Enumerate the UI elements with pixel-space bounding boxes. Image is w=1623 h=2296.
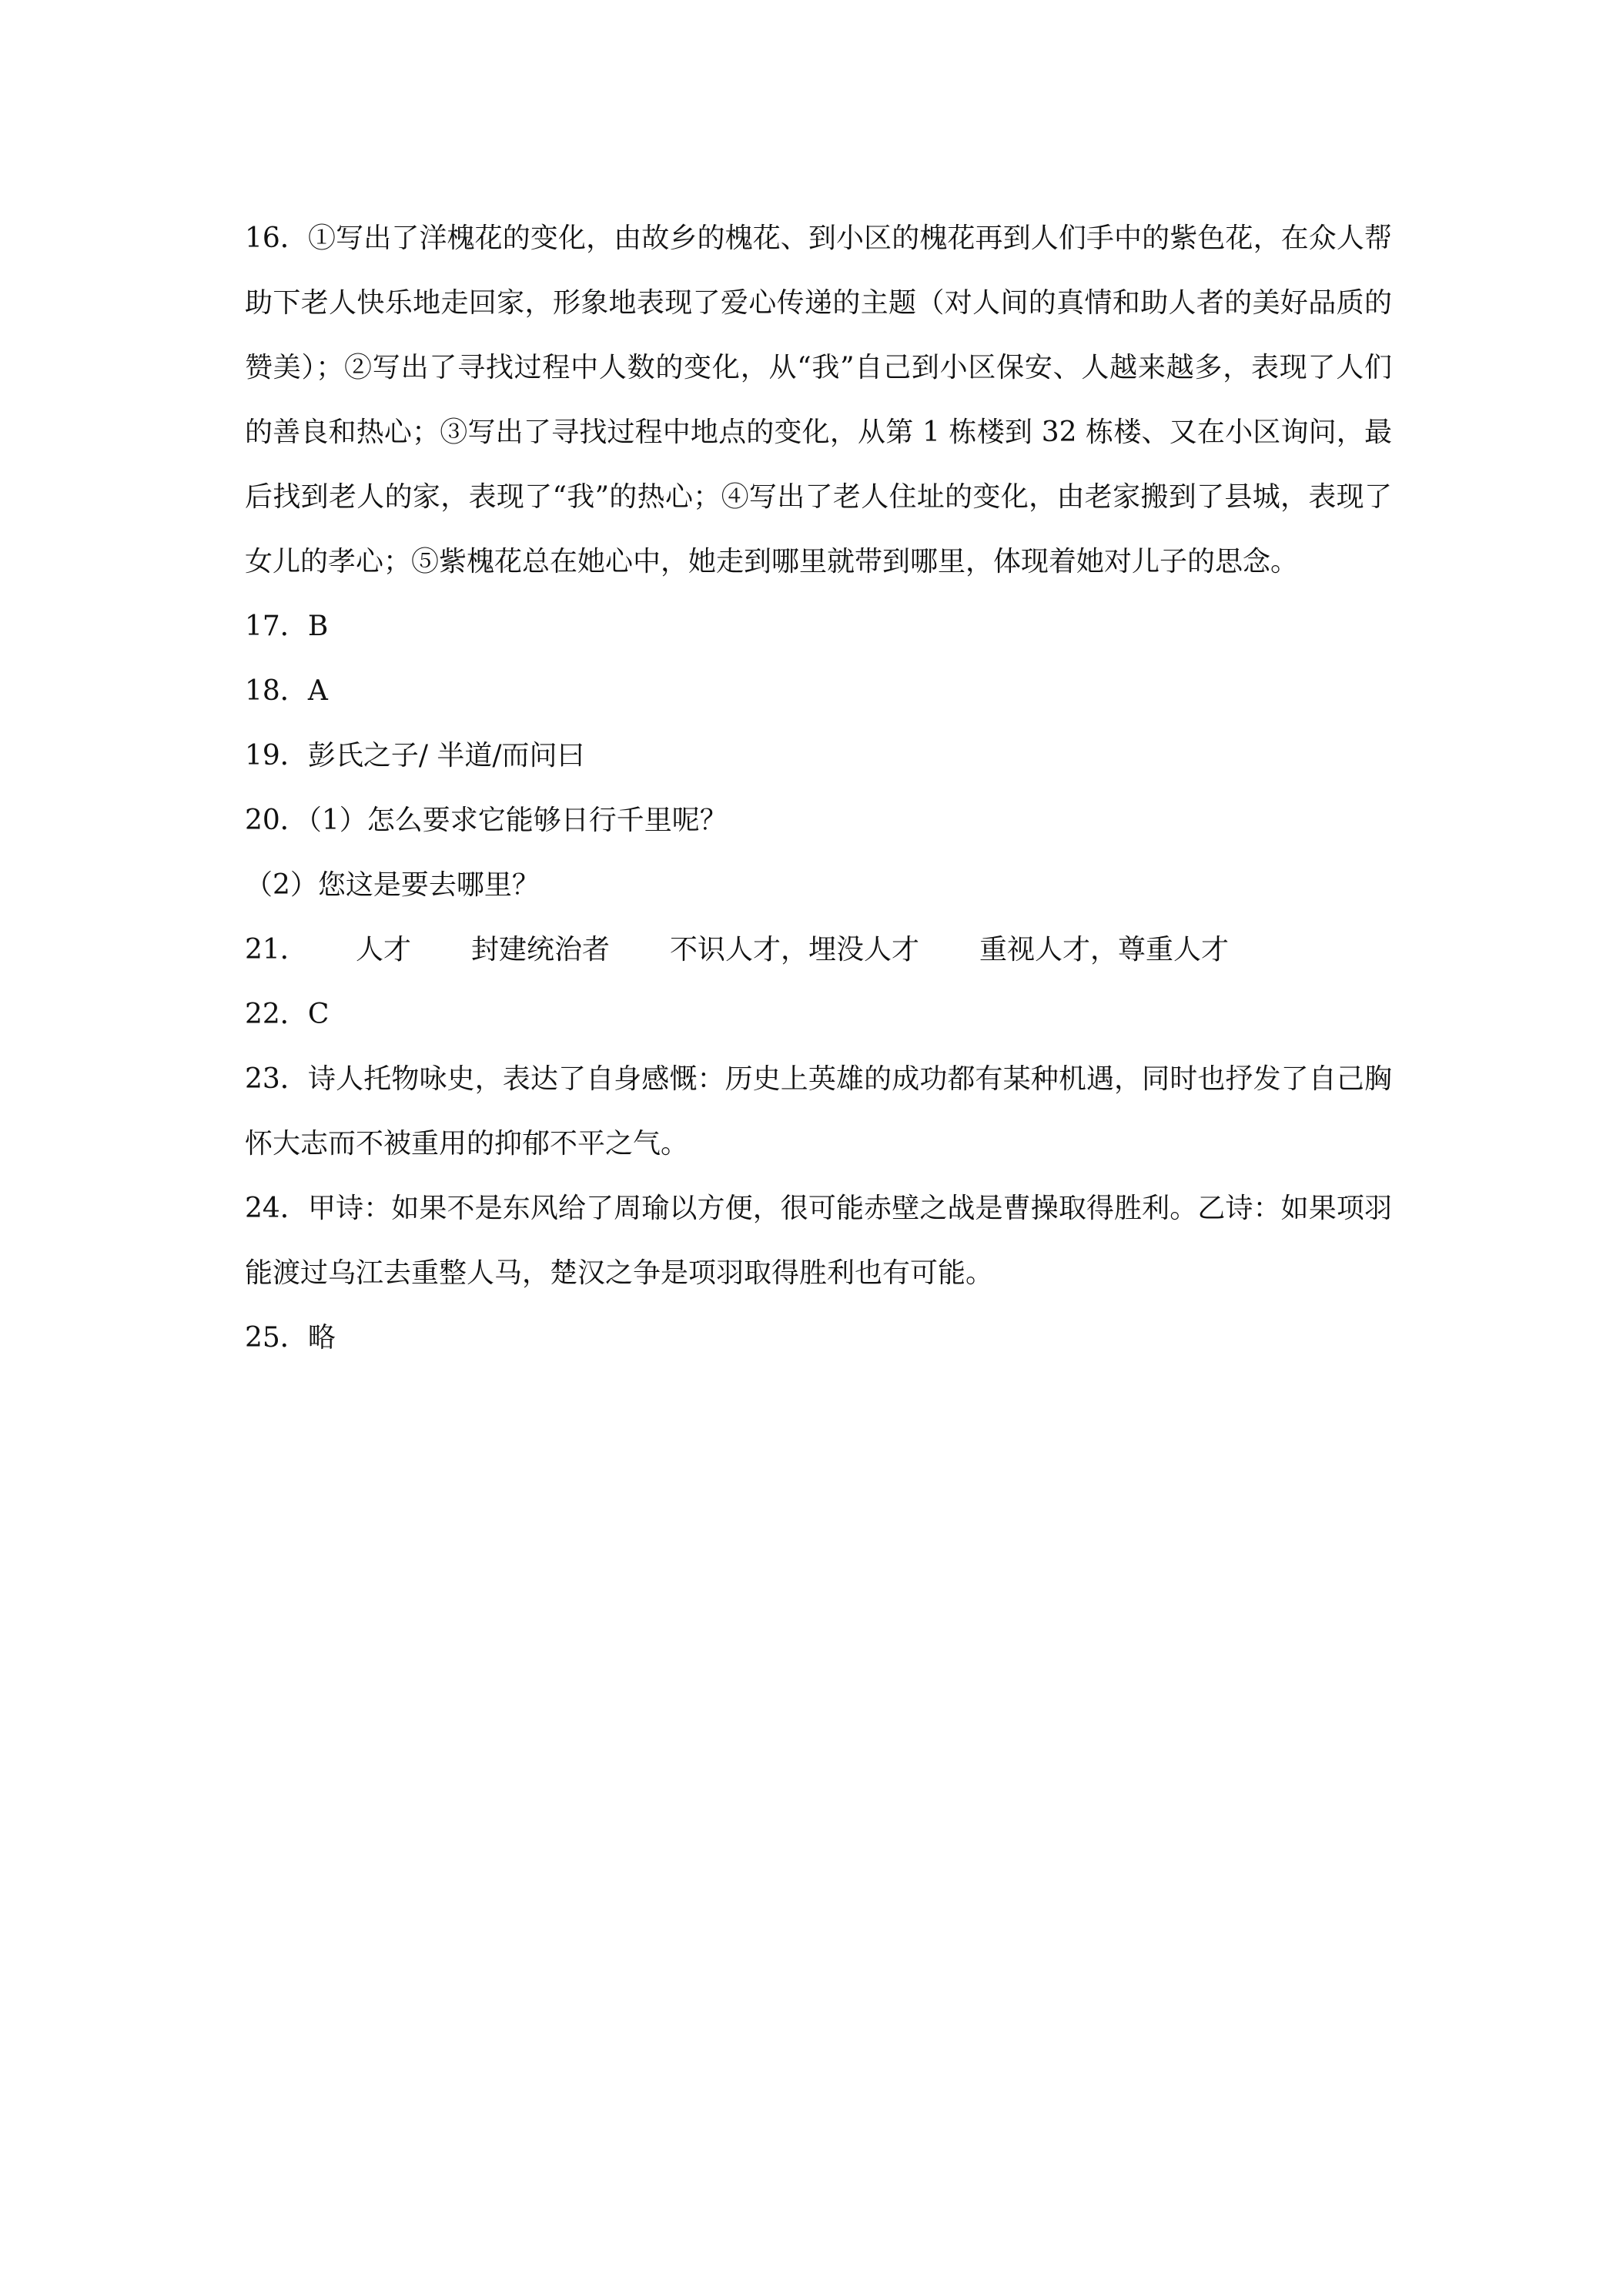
answer-number: 24． <box>245 1193 309 1224</box>
answer-18 <box>245 659 1392 724</box>
answer-text: （2）您这是要去哪里？ <box>245 869 540 901</box>
answer-23 <box>245 1047 1392 1176</box>
answer-number: 16． <box>245 223 309 254</box>
answer-25 <box>245 1306 1392 1371</box>
answer-cell: 重视人才，尊重人才 <box>979 934 1230 966</box>
answer-text: C <box>307 999 330 1030</box>
answer-21 <box>245 918 1392 982</box>
answer-19 <box>245 724 1392 788</box>
answer-list <box>245 206 1392 1371</box>
answer-17 <box>245 594 1392 659</box>
answer-cell: 封建统治者 <box>471 934 611 966</box>
answer-text: 甲诗：如果不是东风给了周瑜以方便，很可能赤壁之战是曹操取得胜利。乙诗：如果项羽能渡过乌江去重整人马，楚汉之争是项羽取得胜利也有可能。 <box>245 1193 1392 1289</box>
answer-16 <box>245 206 1392 594</box>
answer-number: 23． <box>245 1063 309 1095</box>
answer-number: 19． <box>245 740 308 771</box>
answer-24 <box>245 1176 1392 1306</box>
answer-text: ①写出了洋槐花的变化，由故乡的槐花、到小区的槐花再到人们手中的紫色花，在众人帮助下老人快乐地走回家，形象地表现了爱心传递的主题（对人间的真情和助人者的美好品质的赞美）；②写出了寻找过程中人数的变化，从“我”自己到小区保安、人越来越多，表现了人们的善良和热心；③写出了寻找过程中地点的变化，从第 1 栋楼到 32 栋楼、又在小区询问，最后找到老人的家，表现了“我”的热心；④写出了老人住址的变化，由老家搬到了县城，表现了女儿的孝心；⑤紫槐花总在她心中，她走到哪里就带到哪里，体现着她对儿子的思念。 <box>245 223 1392 577</box>
answer-text: A <box>307 675 328 707</box>
answer-number: 25． <box>245 1322 308 1354</box>
answer-number: 22． <box>245 999 308 1030</box>
answer-20-part-1 <box>245 788 1392 853</box>
answer-22 <box>245 982 1392 1047</box>
answer-text: 略 <box>307 1322 336 1354</box>
answer-20-part-2 <box>245 853 1392 918</box>
answer-cell: 人才 <box>356 934 412 966</box>
answer-number: 18． <box>245 675 308 707</box>
answer-text: 彭氏之子/ 半道/而问曰 <box>307 740 585 771</box>
answer-text: 诗人托物咏史，表达了自身感慨：历史上英雄的成功都有某种机遇，同时也抒发了自己胸怀大志而不被重用的抑郁不平之气。 <box>245 1063 1392 1160</box>
answer-text: B <box>307 611 329 642</box>
answer-text: （1）怎么要求它能够日行千里呢？ <box>307 805 728 836</box>
answer-number: 20． <box>245 805 308 836</box>
answer-number: 17． <box>245 611 308 642</box>
answer-cell: 不识人才，埋没人才 <box>670 934 920 966</box>
answer-number: 21． <box>245 934 308 966</box>
